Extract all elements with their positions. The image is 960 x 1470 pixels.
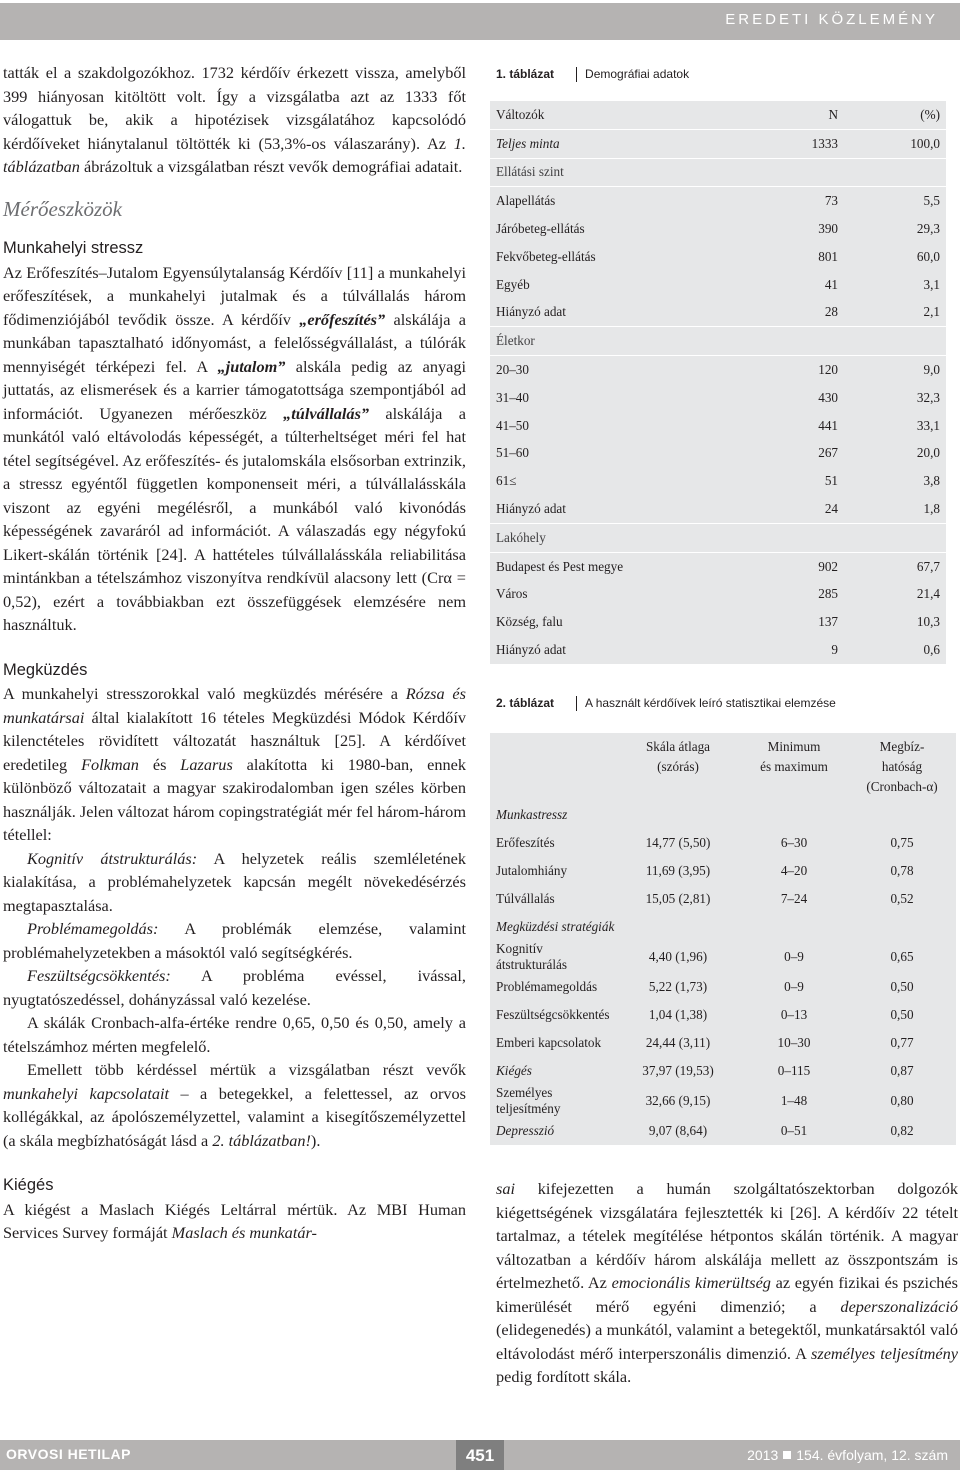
table-title: Demográfiai adatok	[585, 67, 690, 81]
author-span: sai	[496, 1179, 516, 1198]
table-cell: 32,66 (9,15)	[645, 1093, 711, 1108]
table-cell: 0,52	[890, 891, 914, 906]
table-cell: 32,3	[916, 389, 940, 405]
text-span: A kiégést a Maslach Kiégés Leltárral mértük. Az MBI Human Services Survey formáját	[3, 1199, 466, 1242]
table-row	[490, 829, 956, 857]
table-cell: Feszültségcsökkentés	[496, 1007, 610, 1022]
table-row	[490, 129, 946, 158]
table-row	[490, 467, 946, 495]
table-section-row	[490, 327, 946, 356]
column-header	[490, 733, 616, 801]
table-cell: 61≤	[496, 473, 517, 489]
item-text: A probléma evéssel, ivással, nyugtatószedéssel, dohányzással való kezelése.	[3, 966, 466, 1009]
table-title: A használt kérdőívek leíró statisztikai elemzése	[585, 696, 836, 710]
table-cell: 0–13	[780, 1007, 808, 1022]
table-cell: 430	[818, 389, 838, 405]
table-cell: 11,69 (3,95)	[645, 863, 711, 878]
issue-year: 2013	[747, 1447, 779, 1463]
table1-caption	[496, 67, 689, 82]
table-row	[490, 552, 946, 580]
table-cell: 24	[824, 501, 838, 517]
table-cell: 5,22 (1,73)	[648, 979, 708, 994]
square-separator-icon	[783, 1451, 791, 1459]
table-row	[490, 243, 946, 271]
table-cell: 9,0	[923, 362, 940, 378]
table-cell: 0,78	[890, 863, 914, 878]
column-header: (%)	[844, 101, 946, 129]
table-row	[490, 215, 946, 243]
cronbach-paragraph: A skálák Cronbach-alfa-értéke rendre 0,65, 0,50 és 0,50, amely a tételszámhoz mérten megfelelő.	[3, 1013, 466, 1056]
coping-item-feszultseg	[3, 964, 466, 1011]
table-cell: Személyes teljesítmény	[496, 1085, 561, 1116]
table-row	[490, 495, 946, 523]
column-header	[616, 733, 740, 801]
table-cell: 100,0	[910, 135, 940, 151]
relations-paragraph	[3, 1058, 466, 1152]
table-cell: 67,7	[916, 558, 940, 574]
header-line: Skála átlaga	[645, 739, 711, 754]
table-cell: 51–60	[496, 445, 529, 461]
column-header: Változók	[490, 101, 722, 129]
table-cell: 31–40	[496, 389, 529, 405]
text-span: kifejezetten a humán szolgáltatószektorban dolgozók kiégettségének vizsgálatára fejlesztették ki [26]. A kérdőív 22 tételt tartalmaz, a tételek megítélése hétpontos skálán történik. A magyar változatban a kérdőív három alskálája mellett az összpontszám is értelmezhető. Az	[496, 1179, 958, 1292]
left-column	[3, 61, 466, 1245]
text-span: Az Erőfeszítés–Jutalom Egyensúlytalanság Kérdőív [11] a munkahelyi erőfeszítések, a munkahelyi jutalmak és a túlvállalás három fődimenziójából tevődik össze. A kérdőív	[3, 262, 466, 329]
table-cell: 285	[818, 586, 838, 602]
item-label: Feszültségcsökkentés:	[27, 966, 171, 985]
table-cell: 28	[824, 304, 838, 320]
table-cell: Hiányzó adat	[496, 501, 566, 517]
page-number: 451	[465, 1446, 495, 1465]
item-label: Problémamegoldás:	[27, 919, 159, 938]
section-label: Életkor	[490, 327, 946, 356]
text-span: és	[138, 754, 181, 774]
table-row	[490, 299, 946, 327]
author-span: Maslach és munkatár-	[171, 1223, 317, 1242]
table-cell: 3,1	[923, 276, 940, 292]
author-span: Rózsa és munkatársai	[3, 684, 466, 727]
table-cell: 20,0	[916, 445, 940, 461]
term-span: deperszonalizáció	[840, 1296, 958, 1316]
journal-name: ORVOSI HETILAP	[6, 1446, 131, 1462]
table-cell: Hiányzó adat	[496, 642, 566, 658]
table-cell: Teljes minta	[496, 135, 560, 151]
table-row	[490, 440, 946, 468]
table-cell: 29,3	[916, 221, 940, 237]
table1	[490, 101, 946, 664]
table-number: 2. táblázat	[496, 696, 555, 710]
header-line: (Cronbach-α)	[866, 779, 938, 794]
text-span: ).	[310, 1130, 321, 1150]
table-cell: 33,1	[916, 417, 940, 433]
section-label: Lakóhely	[490, 523, 946, 552]
table-section-row	[490, 523, 946, 552]
table-cell: 20–30	[496, 362, 529, 378]
header-line: Megbíz-	[879, 739, 925, 754]
table-cell: 15,05 (2,81)	[645, 891, 711, 906]
table-number: 1. táblázat	[496, 67, 555, 81]
text-span: pedig fordított skála.	[496, 1367, 632, 1386]
table-header-row	[490, 733, 956, 801]
table-cell: 10–30	[777, 1035, 811, 1050]
table2	[490, 733, 956, 1145]
table-cell: Kiégés	[496, 1063, 532, 1078]
table-cell: 120	[818, 362, 838, 378]
statistics-table	[490, 733, 956, 1145]
table-cell: 7–24	[780, 891, 808, 906]
table-cell: 0–51	[780, 1123, 808, 1138]
table-cell: 0,50	[890, 979, 914, 994]
table-cell: 21,4	[916, 586, 940, 602]
text-span: (elidegenedés) a munkától, valamint a betegektől, munkatársaktól való eltávolodást mérő interperszonális dimenzió. A	[496, 1320, 958, 1363]
table-cell: 0–9	[784, 949, 804, 964]
right-column-text	[496, 1177, 958, 1389]
item-text: A helyzetek reális szemléletének kialakítása, a problémahelyzetek kapcsán megélt növekedésérzés megtapasztalása.	[3, 848, 466, 915]
table-cell: 902	[818, 558, 838, 574]
section-heading-merokozok: Mérőeszközök	[3, 196, 122, 221]
table-cell: 2,1	[923, 304, 940, 320]
coping-paragraph	[3, 682, 466, 847]
table-header-row	[490, 101, 946, 129]
mbi-paragraph	[496, 1177, 958, 1389]
text-span: – a betegekkel, a felettessel, az orvos kollégákkal, az ápolószemélyzettel, valamint a kisegítőszemélyzettel (a skála megbízhatóságát lásd a	[3, 1083, 467, 1150]
table-row	[490, 857, 956, 885]
table-cell: 10,3	[916, 614, 940, 630]
author-span: Folkman	[81, 754, 139, 774]
table-cell: 9,07 (8,64)	[648, 1123, 708, 1138]
table-cell: Túlvállalás	[496, 891, 555, 906]
table-cell: 1,04 (1,38)	[648, 1007, 708, 1022]
subheading-megkuzdes: Megküzdés	[3, 660, 88, 679]
table-cell: Jutalomhiány	[496, 863, 568, 878]
table-cell: Város	[496, 586, 528, 602]
column-header	[740, 733, 848, 801]
text-span: alskála pedig az anyagi juttatás, az elismerések és a karrier támogatottsága szempontjából ad információt. Ugyanezen mérőeszköz	[3, 356, 466, 423]
table-cell: 1–48	[780, 1093, 808, 1108]
table-row	[490, 1117, 956, 1145]
table-section-row	[490, 913, 956, 941]
coping-item-kognitiv	[3, 847, 466, 918]
table-row	[490, 608, 946, 636]
table-cell: 801	[818, 248, 838, 264]
table-cell: Problémamegoldás	[496, 979, 598, 994]
section-label: Megküzdési stratégiák	[496, 919, 615, 934]
table-cell: 4,40 (1,96)	[648, 949, 708, 964]
table-cell: 137	[818, 614, 838, 630]
table-cell: Budapest és Pest megye	[496, 558, 624, 574]
table-cell: 37,97 (19,53)	[642, 1063, 714, 1078]
term-span: „jutalom”	[217, 356, 286, 376]
table-cell: Emberi kapcsolatok	[496, 1035, 602, 1050]
table-cell: 0,6	[923, 642, 940, 658]
table-cell: 6–30	[780, 835, 808, 850]
author-span: Lazarus	[180, 754, 233, 774]
table-cell: 5,5	[923, 193, 940, 209]
table-cell: 267	[818, 445, 838, 461]
table-row	[490, 1085, 956, 1117]
subheading-munkahelyi-stressz: Munkahelyi stressz	[3, 239, 144, 257]
item-label: Kognitív átstrukturálás:	[27, 848, 198, 868]
table-cell: 0,82	[890, 1123, 914, 1138]
section-title: EREDETI KÖZLEMÉNY	[725, 11, 938, 28]
table-row	[490, 581, 946, 609]
coping-item-problemamegoldas	[3, 917, 466, 964]
table-row	[490, 271, 946, 299]
text-span: az egyén fizikai és pszichés kimerülését mérő egyéni dimenzió; a	[496, 1273, 958, 1316]
table-cell: 73	[824, 193, 838, 209]
header-line: (szórás)	[657, 759, 699, 774]
table-row	[490, 187, 946, 215]
table-section-row	[490, 801, 956, 829]
header-line: Minimum	[767, 739, 821, 754]
table-cell: 0,50	[890, 1007, 914, 1022]
section-label: Ellátási szint	[490, 158, 946, 187]
table-cell: 1333	[811, 135, 838, 151]
intro-text: tatták el a szakdolgozókhoz. 1732 kérdőív érkezett vissza, amelyből 399 hiányosan kitöltött volt. Így a vizsgálatba azt az 1333 főt válogattuk be, akik a hipotézisek vizsgálatához kapcsolódó kérdőíveket hiánytalanul töltötték ki (53,3%-os válaszarány). Az	[3, 63, 466, 153]
table-cell: 9	[831, 642, 838, 658]
header-line: hatóság	[881, 759, 923, 774]
table-row	[490, 384, 946, 412]
table-cell: 1,8	[923, 501, 940, 517]
table-row	[490, 356, 946, 384]
table-cell: 0,80	[890, 1093, 914, 1108]
table-cell: Alapellátás	[496, 193, 556, 209]
table-row	[490, 1029, 956, 1057]
text-span: alskálája a munkától való eltávolodás képességét, a túlterheltséget méri fel hat tétel segítségével. Az erőfeszítés- és jutalomskála elsősorban extrinzik, a stressz egyéntől független komponenseit méri, a túlvállalásskála viszont az egyéni megélésről, a munkából való kivonódás képességének zavaráról ad információt. A válaszadás egy négyfokú Likert-skálán történik [24]. A hattételes túlvállalásskála reliabilitása mintánkban a tételszámhoz viszonyítva rendkívül alacsony lett (Crα = 0,52), ezért a továbbiakban ezt összefüggések elemzésére nem használtuk.	[3, 403, 466, 634]
table-row	[490, 1001, 956, 1029]
table-cell: 390	[818, 221, 838, 237]
table-cell: 41–50	[496, 417, 529, 433]
term-span: „erőfeszítés”	[299, 309, 386, 329]
issue-volume: 154. évfolyam, 12. szám	[796, 1447, 948, 1463]
table-cell: 60,0	[916, 248, 940, 264]
text-span: által kialakított 16 tételes Megküzdési Módok Kérdőív kilenctételes rövidített változatát használtuk [25]. A kérdőívet eredetileg	[3, 707, 466, 774]
table-cell: 0,65	[890, 949, 914, 964]
subheading-kieges: Kiégés	[3, 1176, 54, 1194]
intro-paragraph	[3, 61, 466, 179]
table-row	[490, 1057, 956, 1085]
text-span: A munkahelyi stresszorokkal való megküzdés mérésére a	[3, 684, 406, 703]
table-ref: 1. táblázatban	[3, 133, 466, 176]
intro-text-end: ábrázoltuk a vizsgálatban részt vevők demográfiai adatait.	[79, 157, 463, 176]
section-label: Munkastressz	[496, 807, 568, 822]
column-header	[848, 733, 956, 801]
table-ref: 2. táblázatban!	[212, 1130, 311, 1150]
table-cell: Egyéb	[496, 276, 530, 292]
item-text: A problémák elemzése, valamint problémahelyzetekben a másoktól való segítségkérés.	[3, 919, 466, 962]
table-cell: 0–115	[777, 1063, 811, 1078]
burnout-paragraph	[3, 1198, 466, 1245]
term-span: munkahelyi kapcsolatait	[3, 1083, 170, 1103]
table-row	[490, 412, 946, 440]
table-cell: Erőfeszítés	[496, 835, 555, 850]
table-cell: 0,75	[890, 835, 914, 850]
text-span: alakította ki 1980-ban, ennek különböző változatait a magyar szakirodalomban igen széles körben használják. Jelen változat három copingstratégiát mér fel három-három tétellel:	[3, 754, 467, 844]
table-section-row	[490, 158, 946, 187]
text-span: alskálája a munkában tapasztalható időnyomást, a felelősségvállalást, a túlórák mennyiségét térképezi fel. A	[3, 309, 466, 376]
table-row	[490, 636, 946, 664]
table-row	[490, 973, 956, 1001]
text-span: Emellett több kérdéssel mértük a vizsgálatban részt vevők	[27, 1060, 466, 1079]
demographics-table	[490, 101, 946, 664]
table-cell: 0–9	[784, 979, 804, 994]
table-cell: Fekvőbeteg-ellátás	[496, 248, 596, 264]
table-cell: Járóbeteg-ellátás	[496, 221, 585, 237]
column-header: N	[722, 101, 844, 129]
term-span: „túlvállalás”	[283, 403, 370, 423]
table-row	[490, 885, 956, 913]
table-cell: 4–20	[780, 863, 808, 878]
issue-info	[747, 1447, 948, 1463]
table-cell: Hiányzó adat	[496, 304, 566, 320]
table-cell: Depresszió	[496, 1123, 555, 1138]
stress-paragraph	[3, 261, 466, 637]
table-cell: Kognitív átstrukturálás	[496, 941, 568, 972]
table-cell: 14,77 (5,50)	[645, 835, 711, 850]
table-cell: 41	[824, 276, 838, 292]
table-row	[490, 941, 956, 973]
table-cell: Község, falu	[496, 614, 563, 630]
table2-caption	[496, 696, 836, 711]
table-cell: 0,87	[890, 1063, 914, 1078]
table-cell: 51	[824, 473, 838, 489]
table-cell: 441	[818, 417, 838, 433]
table-cell: 0,77	[890, 1035, 914, 1050]
table-cell: 3,8	[923, 473, 940, 489]
term-span: emocionális kimerültség	[611, 1273, 771, 1292]
table-cell: 24,44 (3,11)	[645, 1035, 711, 1050]
header-line: és maximum	[760, 759, 828, 774]
term-span: személyes teljesítmény	[811, 1343, 959, 1363]
